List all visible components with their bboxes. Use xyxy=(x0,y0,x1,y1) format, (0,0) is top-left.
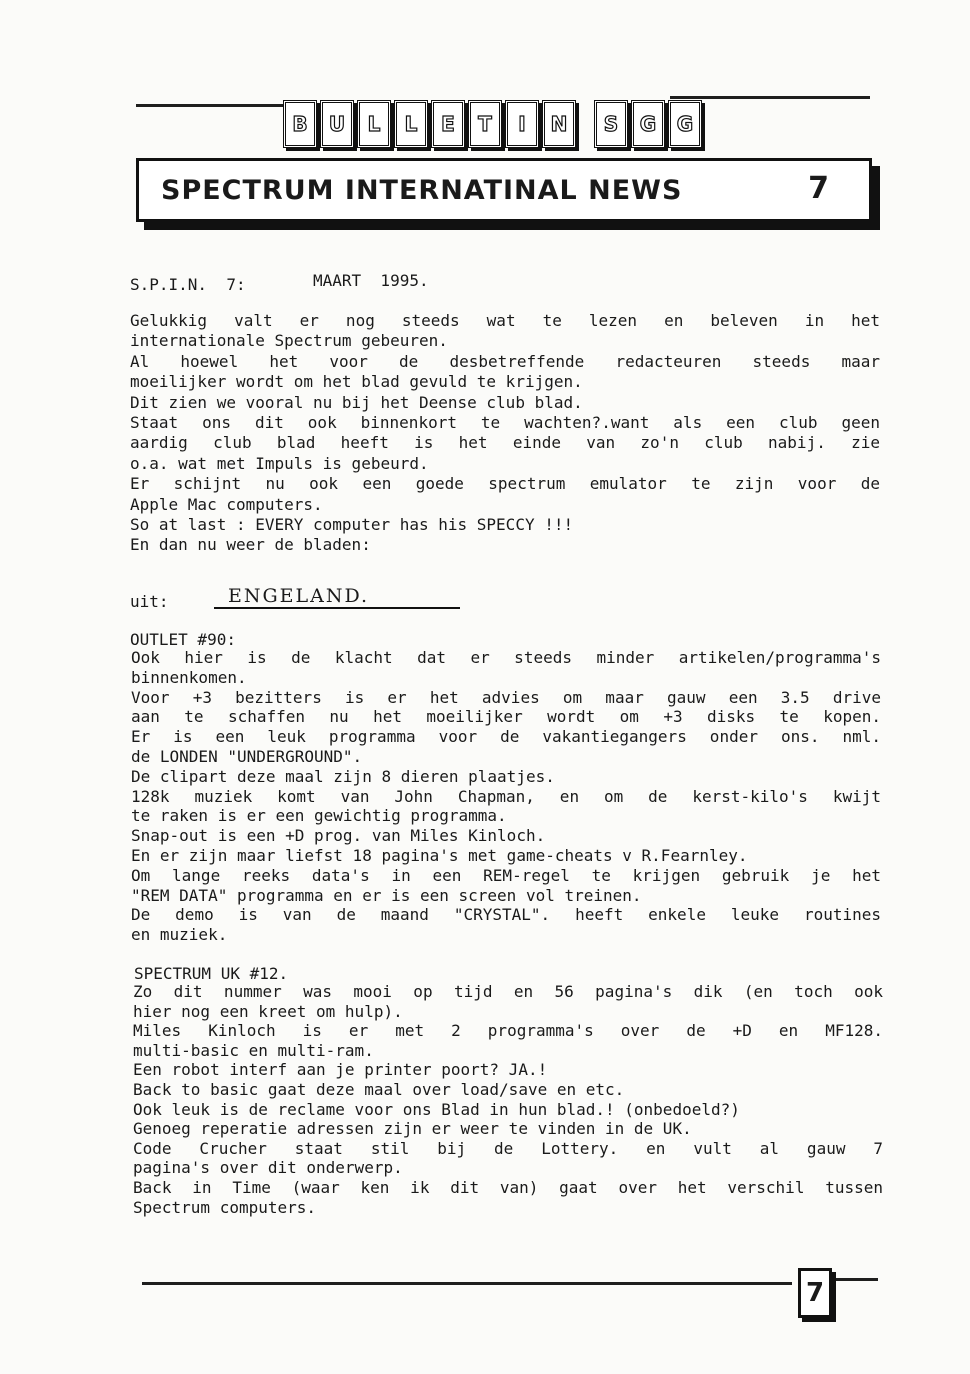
bulletin-sgg-logo xyxy=(283,100,702,146)
text-line: o.a. wat met Impuls is gebeurd. xyxy=(130,453,429,473)
logo-letter: B xyxy=(283,100,317,148)
text-line: "REM DATA" programma en er is een screen vol treinen. xyxy=(131,885,642,905)
text-line: Miles Kinloch is er met 2 programma's over de +D en MF128. xyxy=(133,1021,883,1041)
footer-rule-right xyxy=(830,1278,878,1281)
logo-letter: G xyxy=(631,100,665,148)
logo-letter: L xyxy=(357,100,391,148)
text-line: Back to basic gaat deze maal over load/save en etc. xyxy=(133,1080,625,1099)
text-line: En dan nu weer de bladen: xyxy=(130,535,371,555)
issue-date: MAART 1995. xyxy=(313,271,429,290)
section-country: ENGELAND. xyxy=(228,585,370,607)
text-line: Genoeg reperatie adressen zijn er weer te vinden in de UK. xyxy=(133,1119,692,1139)
text-line: Ook hier is de klacht dat er steeds minder artikelen/programma's xyxy=(131,648,881,667)
text-line: De clipart deze maal zijn 8 dieren plaatjes. xyxy=(131,766,555,786)
page-number: 7 xyxy=(798,1268,832,1318)
logo-letter: U xyxy=(320,100,354,148)
text-line: So at last : EVERY computer has his SPECCY !!! xyxy=(130,515,574,534)
outlet-heading: OUTLET #90: xyxy=(130,630,236,649)
text-line: Voor +3 bezitters is er het advies om maar gauw een 3.5 drive xyxy=(131,687,881,707)
logo-letter: L xyxy=(394,100,428,148)
title-banner xyxy=(136,158,872,222)
text-line: Er is een leuk programma voor de vakantiegangers onder ons. nml. xyxy=(131,727,881,747)
text-line: en muziek. xyxy=(131,925,228,945)
text-line: moeilijker wordt om het blad gevuld te krijgen. xyxy=(130,372,583,392)
text-line: hier nog een kreet om hulp). xyxy=(133,1001,403,1021)
text-line: Om lange reeks data's in een REM-regel te krijgen gebruik je het xyxy=(131,865,881,885)
section-prefix: uit: xyxy=(130,592,169,611)
logo-spacer xyxy=(579,100,591,146)
text-line: Snap-out is een +D prog. van Miles Kinloch. xyxy=(131,826,546,846)
text-line: Al hoewel het voor de desbetreffende redacteuren steeds maar xyxy=(130,351,880,371)
text-line: Dit zien we vooral nu bij het Deense club blad. xyxy=(130,392,583,412)
logo-letter: S xyxy=(594,100,628,148)
text-line: te raken is er een gewichtig programma. xyxy=(131,806,507,826)
text-line: multi-basic en multi-ram. xyxy=(133,1040,374,1060)
logo-letter: E xyxy=(431,100,465,148)
text-line: En er zijn maar liefst 18 pagina's met game-cheats v R.Fearnley. xyxy=(131,846,748,865)
text-line: Back in Time (waar ken ik dit van) gaat over het verschil tussen xyxy=(133,1178,883,1197)
masthead-top-rule xyxy=(136,104,284,107)
issue-code: S.P.I.N. 7: xyxy=(130,275,246,294)
text-line: aardig club blad heeft is het einde van zo'n club nabij. zie xyxy=(130,433,880,453)
footer-rule xyxy=(142,1282,792,1285)
section-underline xyxy=(214,607,460,609)
text-line: Een robot interf aan je printer poort? JA.! xyxy=(133,1060,548,1080)
text-line: Ook leuk is de reclame voor ons Blad in hun blad.! (onbedoeld?) xyxy=(133,1099,740,1119)
text-line: aan te schaffen nu het moeilijker wordt om +3 disks te kopen. xyxy=(131,707,881,727)
text-line: Code Crucher staat stil bij de Lottery. en vult al gauw 7 xyxy=(133,1138,883,1158)
text-line: Gelukkig valt er nog steeds wat te lezen en beleven in het xyxy=(130,311,880,330)
logo-letter: T xyxy=(468,100,502,148)
spectrum-uk-heading: SPECTRUM UK #12. xyxy=(134,964,289,983)
logo-letter: I xyxy=(505,100,539,148)
text-line: de LONDEN "UNDERGROUND". xyxy=(131,747,363,766)
text-line: Apple Mac computers. xyxy=(130,494,323,514)
text-line: pagina's over dit onderwerp. xyxy=(133,1158,403,1178)
issue-number: 7 xyxy=(808,171,829,206)
text-line: De demo is van de maand "CRYSTAL". heeft enkele leuke routines xyxy=(131,905,881,925)
text-line: binnenkomen. xyxy=(131,667,247,687)
logo-letter: G xyxy=(668,100,702,148)
logo-letter: N xyxy=(542,100,576,148)
text-line: Spectrum computers. xyxy=(133,1197,317,1217)
publication-title: SPECTRUM INTERNATINAL NEWS xyxy=(161,174,683,206)
text-line: internationale Spectrum gebeuren. xyxy=(130,331,448,351)
text-line: Staat ons dit ook binnenkort te wachten?.want als een club geen xyxy=(130,413,880,432)
text-line: 128k muziek komt van John Chapman, en om de kerst-kilo's kwijt xyxy=(131,786,881,806)
text-line: Zo dit nummer was mooi op tijd en 56 pagina's dik (en toch ook xyxy=(133,982,883,1001)
text-line: Er schijnt nu ook een goede spectrum emulator te zijn voor de xyxy=(130,474,880,494)
masthead-top-rule-right xyxy=(670,96,870,99)
